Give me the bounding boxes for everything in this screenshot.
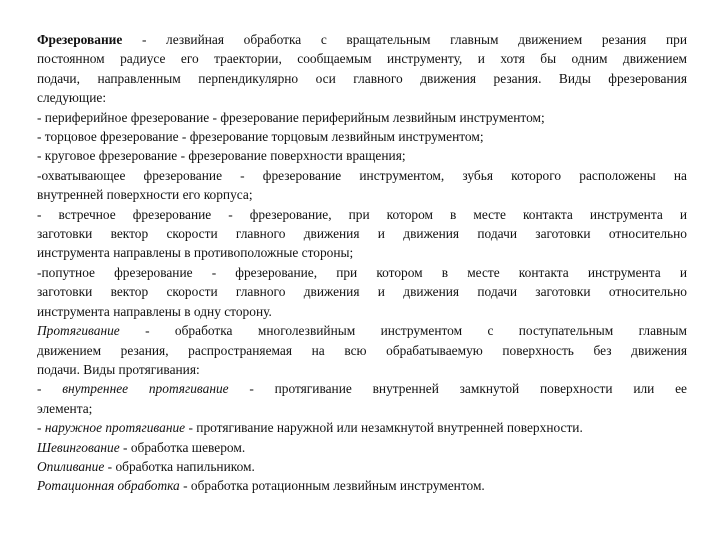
text-line [37,166,687,185]
text-span: - [37,420,45,436]
text-span: - встречное фрезерование - фрезерование, при котором в месте контакта инструмента и [37,206,687,222]
document-body [37,30,687,496]
text-line [37,88,687,107]
text-line [37,321,687,340]
text-span: подачи. Виды протягивания: [37,361,200,377]
text-line [37,205,687,224]
text-line [37,360,687,379]
text-span: заготовки вектор скорости главного движения и движения подачи заготовки относительно [37,284,687,300]
text-line [37,146,687,165]
text-span: - лезвийная обработка с вращательным главным движением резания при [122,32,687,47]
text-line [37,224,687,243]
text-line [37,30,687,49]
text-span: - круговое фрезерование - фрезерование поверхности вращения; [37,148,406,164]
italic-term: Опиливание [37,458,105,474]
document-page [37,30,687,496]
text-span: инструмента направлены в противоположные стороны; [37,245,354,261]
text-span: - протягивание внутренней замкнутой поверхности или ее [228,381,687,397]
text-span: - обработка ротационным лезвийным инструментом. [179,478,485,494]
text-span: внутренней поверхности его корпуса; [37,187,253,203]
text-line [37,302,687,321]
text-span: постоянном радиусе его траектории, сообщаемым инструменту, и хотя бы одним движением [37,51,687,67]
text-line [37,243,687,262]
text-line [37,379,687,398]
text-line [37,108,687,127]
italic-term: Ротационная обработка [37,478,180,494]
text-span: заготовки вектор скорости главного движения и движения подачи заготовки относительно [37,226,687,242]
text-line [37,457,687,476]
text-line [37,438,687,457]
text-line [37,127,687,146]
text-span: элемента; [37,400,93,416]
text-line [37,49,687,68]
text-span: инструмента направлены в одну сторону. [37,303,272,319]
text-line [37,282,687,301]
text-line [37,418,687,437]
text-line [37,399,687,418]
bold-term: Фрезерование [37,32,123,47]
text-span: -попутное фрезерование - фрезерование, при котором в месте контакта инструмента и [37,264,687,280]
text-span: движением резания, распространяемая на всю обрабатываемую поверхность без движения [37,342,687,358]
text-span: - периферийное фрезерование - фрезерование периферийным лезвийным инструментом; [37,109,545,125]
text-span: следующие: [37,90,107,106]
text-span: -охватывающее фрезерование - фрезерование инструментом, зубья которого расположены на [37,167,687,183]
text-line [37,476,687,495]
text-line [37,69,687,88]
text-span: - торцовое фрезерование - фрезерование торцовым лезвийным инструментом; [37,129,484,145]
text-span: - обработка шевером. [119,439,246,455]
text-span: - протягивание наружной или незамкнутой внутренней поверхности. [185,420,583,436]
text-line [37,185,687,204]
text-line [37,341,687,360]
text-span: - [37,381,63,397]
italic-term: Шевингование [37,439,120,455]
italic-term: наружное протягивание [44,420,186,436]
text-span: подачи, направленным перпендикулярно оси главного движения резания. Виды фрезерования [37,70,687,86]
text-span: - обработка напильником. [104,458,255,474]
text-line [37,263,687,282]
italic-term: Протягивание [37,323,120,339]
italic-term: внутреннее протягивание [62,381,229,397]
text-span: - обработка многолезвийным инструментом с поступательным главным [119,323,687,339]
